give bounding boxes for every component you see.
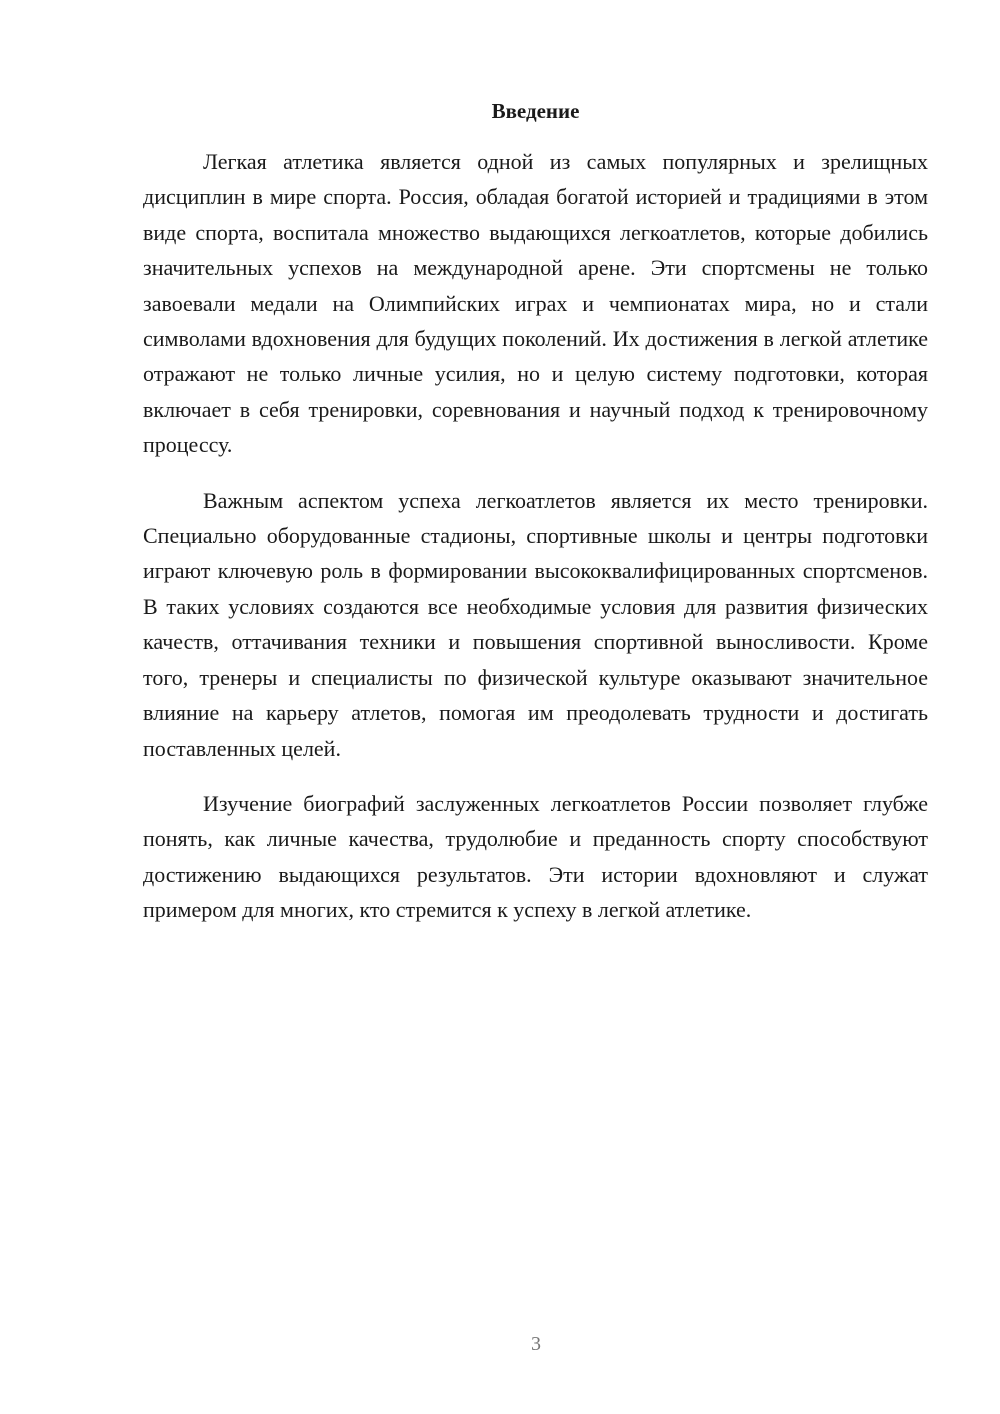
page-number: 3 bbox=[531, 1333, 541, 1355]
paragraph-3: Изучение биографий заслуженных легкоатлетов России позволяет глубже понять, как личные качества, трудолюбие и преданность спорту способствуют достижению выдающихся результатов. Эти истории вдохновляют и служат примером для многих, кто стремится к успеху в легкой атлетике. bbox=[143, 790, 928, 923]
paragraph-1: Легкая атлетика является одной из самых популярных и зрелищных дисциплин в мире спорта. Россия, обладая богатой историей и традициями в этом виде спорта, воспитала множество выдающихся легкоатлетов, которые добились значительных успехов на международной арене. Эти спортсмены не только завоевали медали на Олимпийских играх и чемпионатах мира, но и стали символами вдохновения для будущих поколений. Их достижения в легкой атлетике отражают не только личные усилия, но и целую систему подготовки, которая включает в себя тренировки, соревнования и научный подход к тренировочному процессу. bbox=[143, 149, 928, 458]
body-text bbox=[143, 144, 928, 948]
section-heading: Введение bbox=[491, 99, 580, 123]
paragraph-2: Важным аспектом успеха легкоатлетов является их место тренировки. Специально оборудованные стадионы, спортивные школы и центры подготовки играют ключевую роль в формировании высококвалифицированных спортсменов. В таких условиях создаются все необходимые условия для развития физических качеств, оттачивания техники и повышения спортивной выносливости. Кроме того, тренеры и специалисты по физической культуре оказывают значительное влияние на карьеру атлетов, помогая им преодолевать трудности и достигать поставленных целей. bbox=[143, 487, 928, 761]
